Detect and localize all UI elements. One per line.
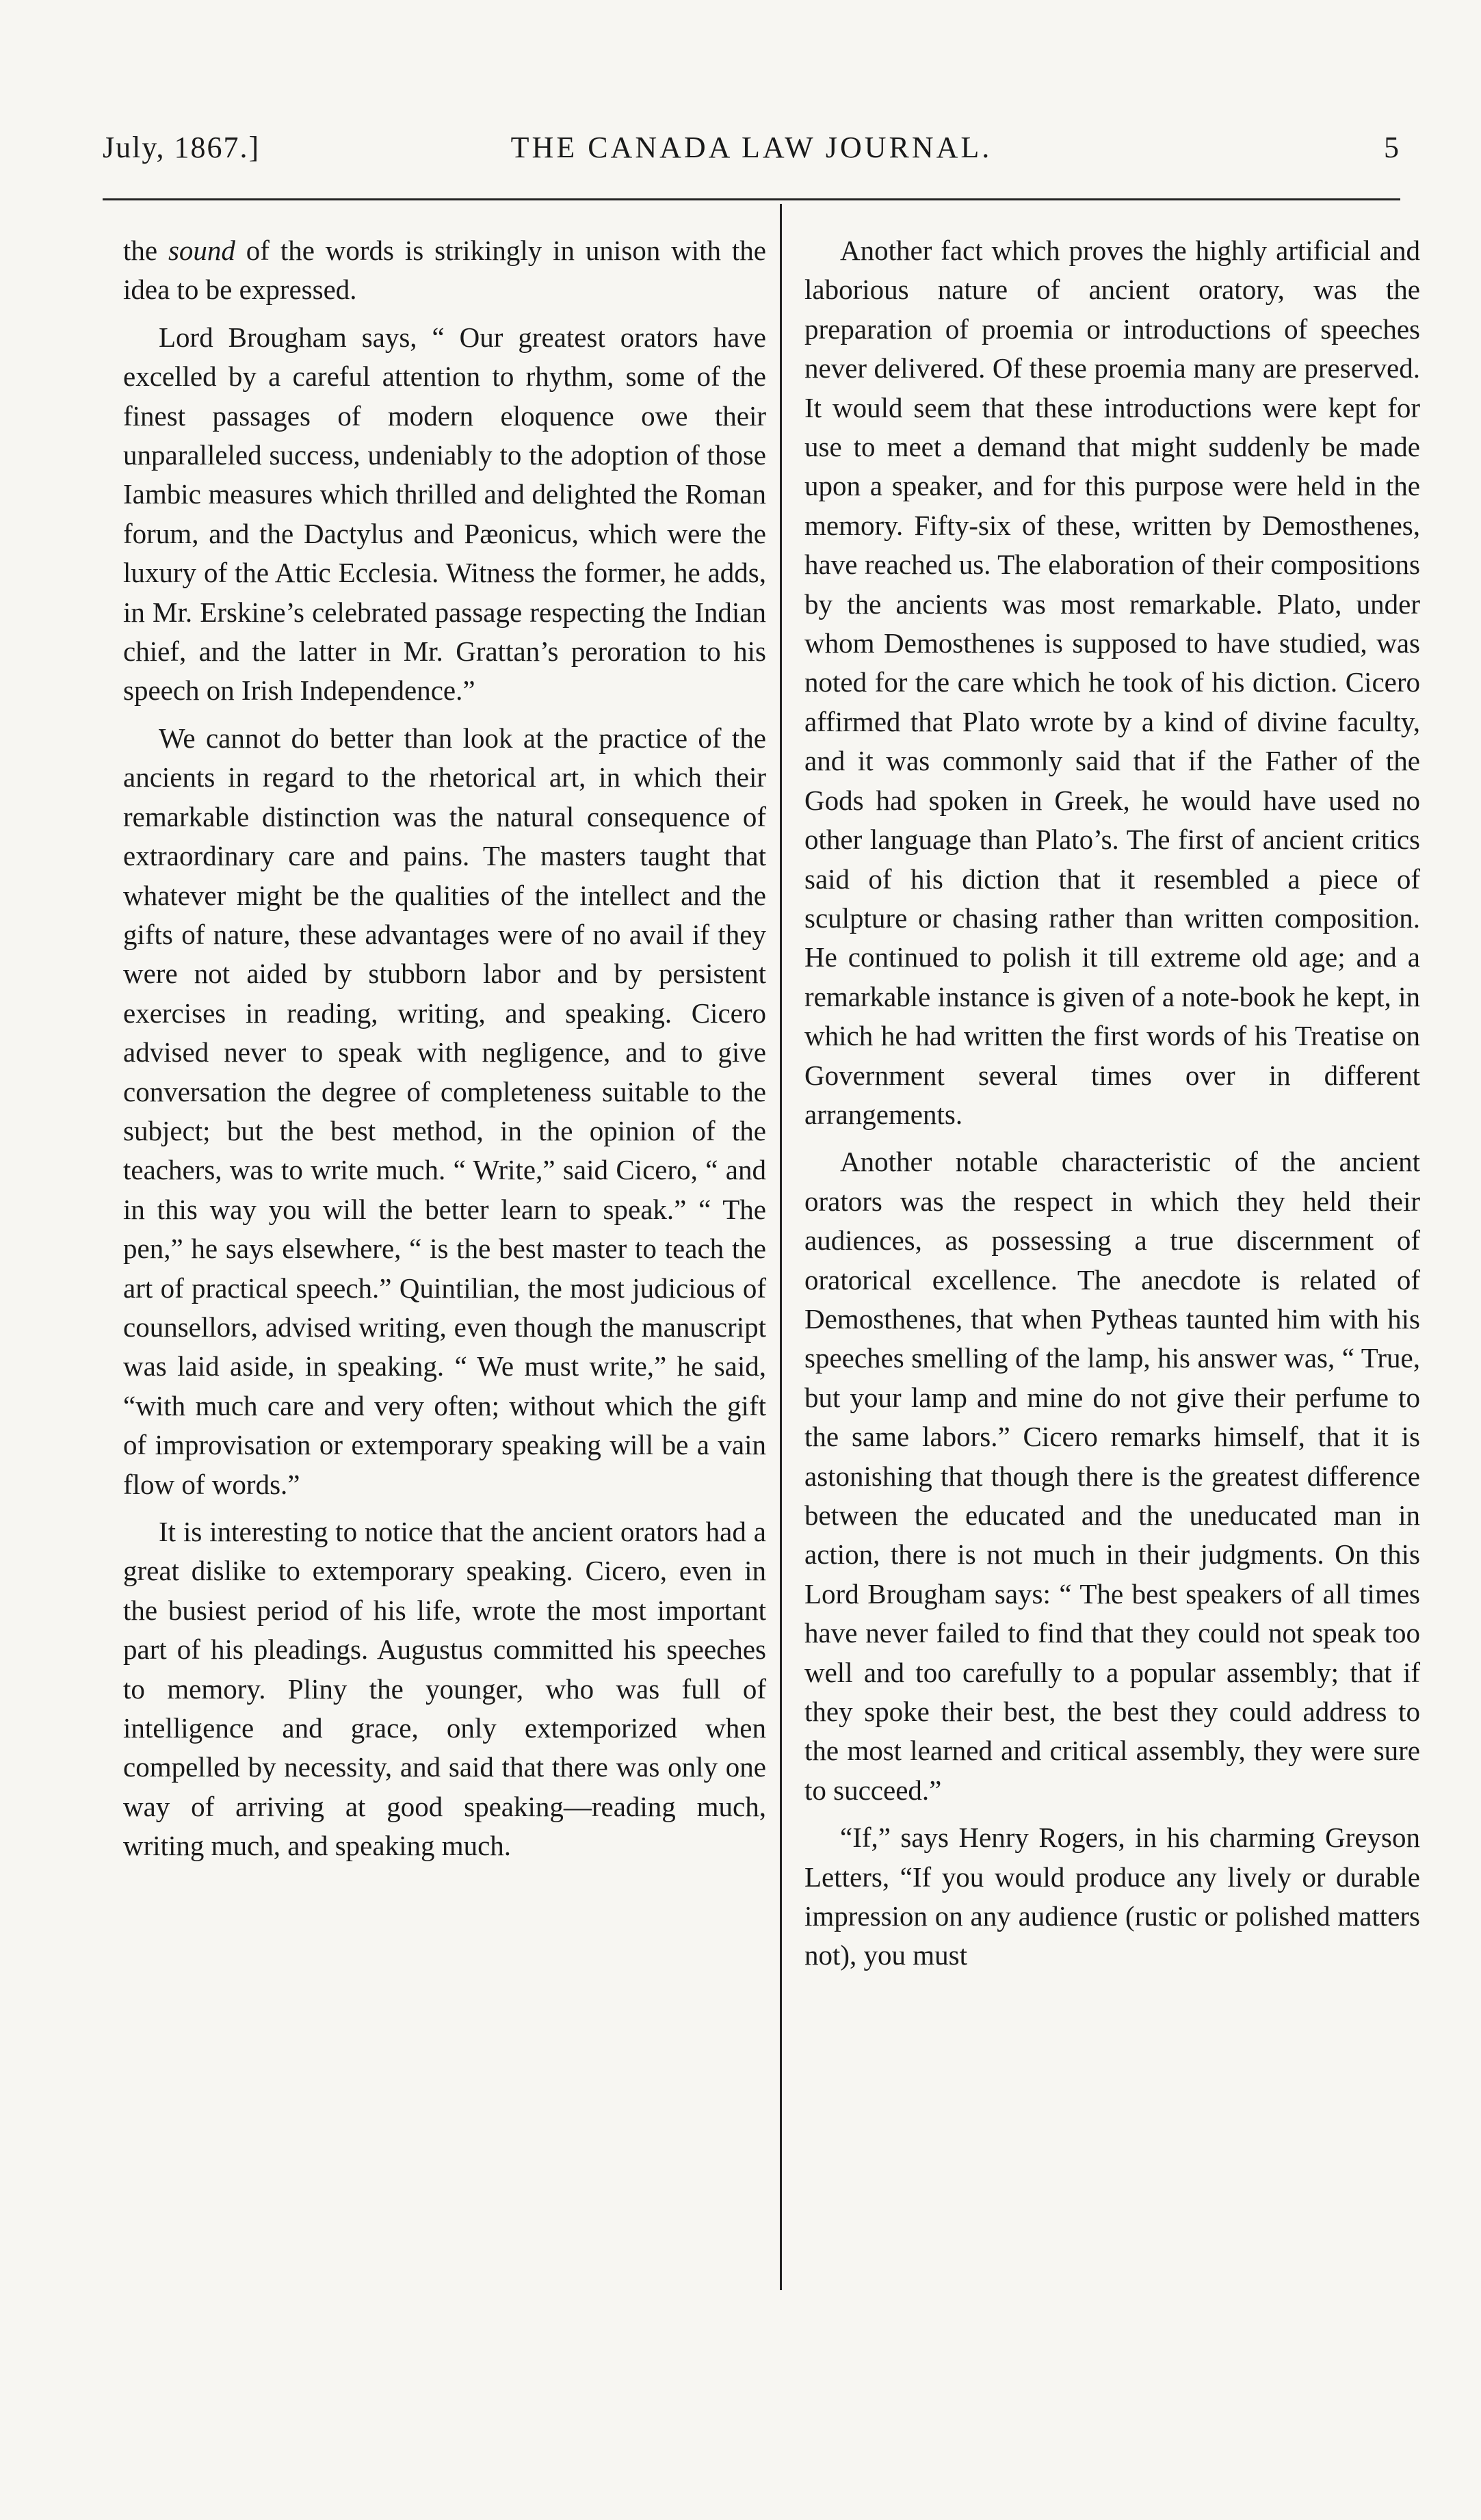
paragraph: “If,” says Henry Rogers, in his charming Greyson Letters, “If you would produce any lively or durable impression on any audience (rustic or polished matters not), you must bbox=[804, 1822, 1420, 1971]
journal-title: THE CANADA LAW JOURNAL. bbox=[510, 131, 993, 164]
issue-date: July, 1867.] bbox=[103, 131, 261, 164]
right-column bbox=[804, 231, 1420, 1976]
paragraph: It is interesting to notice that the ancient orators had a great dislike to extemporary speaking. Cicero, even in the busiest period of his life, wrote the most important part of his pleadings. Augustus committed his speeches to memory. Pliny the younger, who was full of intelligence and grace, only extemporized when compelled by necessity, and said that there was only one way of arriving at good speaking—reading much, writing much, and speaking much. bbox=[123, 1516, 766, 1862]
column-divider bbox=[780, 204, 782, 2290]
emphasis-text: sound bbox=[168, 235, 235, 266]
paragraph-text: of the words is strikingly in unison with the idea to be expressed. bbox=[123, 235, 766, 306]
running-header bbox=[103, 124, 1400, 179]
paragraph: We cannot do better than look at the practice of the ancients in regard to the rhetorical art, in which their remarkable distinction was the natural consequence of extraordinary care and pains. The masters taught that whatever might be the qualities of the intellect and the gifts of nature, these advantages were of no avail if they were not aided by stubborn labor and by persistent exercises in reading, writing, and speaking. Cicero advised never to speak with negligence, and to give conversation the degree of completeness suitable to the subject; but the best method, in the opinion of the teachers, was to write much. “ Write,” said Cicero, “ and in this way you will the better learn to speak.” “ The pen,” he says elsewhere, “ is the best master to teach the art of practical speech.” Quintilian, the most judicious of counsellors, advised writing, even though the manuscript was laid aside, in speaking. “ We must write,” he said, “with much care and very often; without which the gift of improvisation or extemporary speaking will be a vain flow of words.” bbox=[123, 722, 766, 1500]
paragraph bbox=[123, 231, 766, 310]
paragraph: Lord Brougham says, “ Our greatest orators have excelled by a careful attention to rhythm, some of the finest passages of modern eloquence owe their unparalleled success, undeniably to the adoption of those Iambic measures which thrilled and delighted the Roman forum, and the Dactylus and Pæonicus, which were the luxury of the Attic Ecclesia. Witness the former, he adds, in Mr. Erskine’s celebrated passage respecting the Indian chief, and the latter in Mr. Grattan’s peroration to his speech on Irish Independence.” bbox=[123, 321, 766, 707]
left-column bbox=[123, 231, 766, 1866]
paragraph-text: the bbox=[123, 235, 168, 266]
paragraph: Another fact which proves the highly artificial and laborious nature of ancient oratory, was the preparation of proemia or introductions of speeches never delivered. Of these proemia many are preserved. It would seem that these introductions were kept for use to meet a demand that might suddenly be made upon a speaker, and for this purpose were held in the memory. Fifty-six of these, written by Demosthenes, have reached us. The elaboration of their compositions by the ancients was most remarkable. Plato, under whom Demosthenes is supposed to have studied, was noted for the care which he took of his diction. Cicero affirmed that Plato wrote by a kind of divine faculty, and it was commonly said that if the Father of the Gods had spoken in Greek, he would have used no other language than Plato’s. The first of ancient critics said of his diction that it resembled a piece of sculpture or chasing rather than written composition. He continued to polish it till extreme old age; and a remarkable instance is given of a note-book he kept, in which he had written the first words of his Treatise on Government several times over in different arrangements. bbox=[804, 235, 1420, 1130]
page-number: 5 bbox=[1384, 131, 1400, 164]
header-rule bbox=[103, 198, 1400, 200]
paragraph: Another notable characteristic of the ancient orators was the respect in which they held their audiences, as possessing a true discernment of oratorical excellence. The anecdote is related of Demosthenes, that when Pytheas taunted him with his speeches smelling of the lamp, his answer was, “ True, but your lamp and mine do not give their perfume to the same labors.” Cicero remarks himself, that it is astonishing that though there is the greatest difference between the educated and the uneducated man in action, there is not much in their judgments. On this Lord Brougham says: “ The best speakers of all times have never failed to find that they could not speak too well and too carefully to a popular assembly; that if they spoke their best, the best they could address to the most learned and critical assembly, they were sure to succeed.” bbox=[804, 1146, 1420, 1806]
